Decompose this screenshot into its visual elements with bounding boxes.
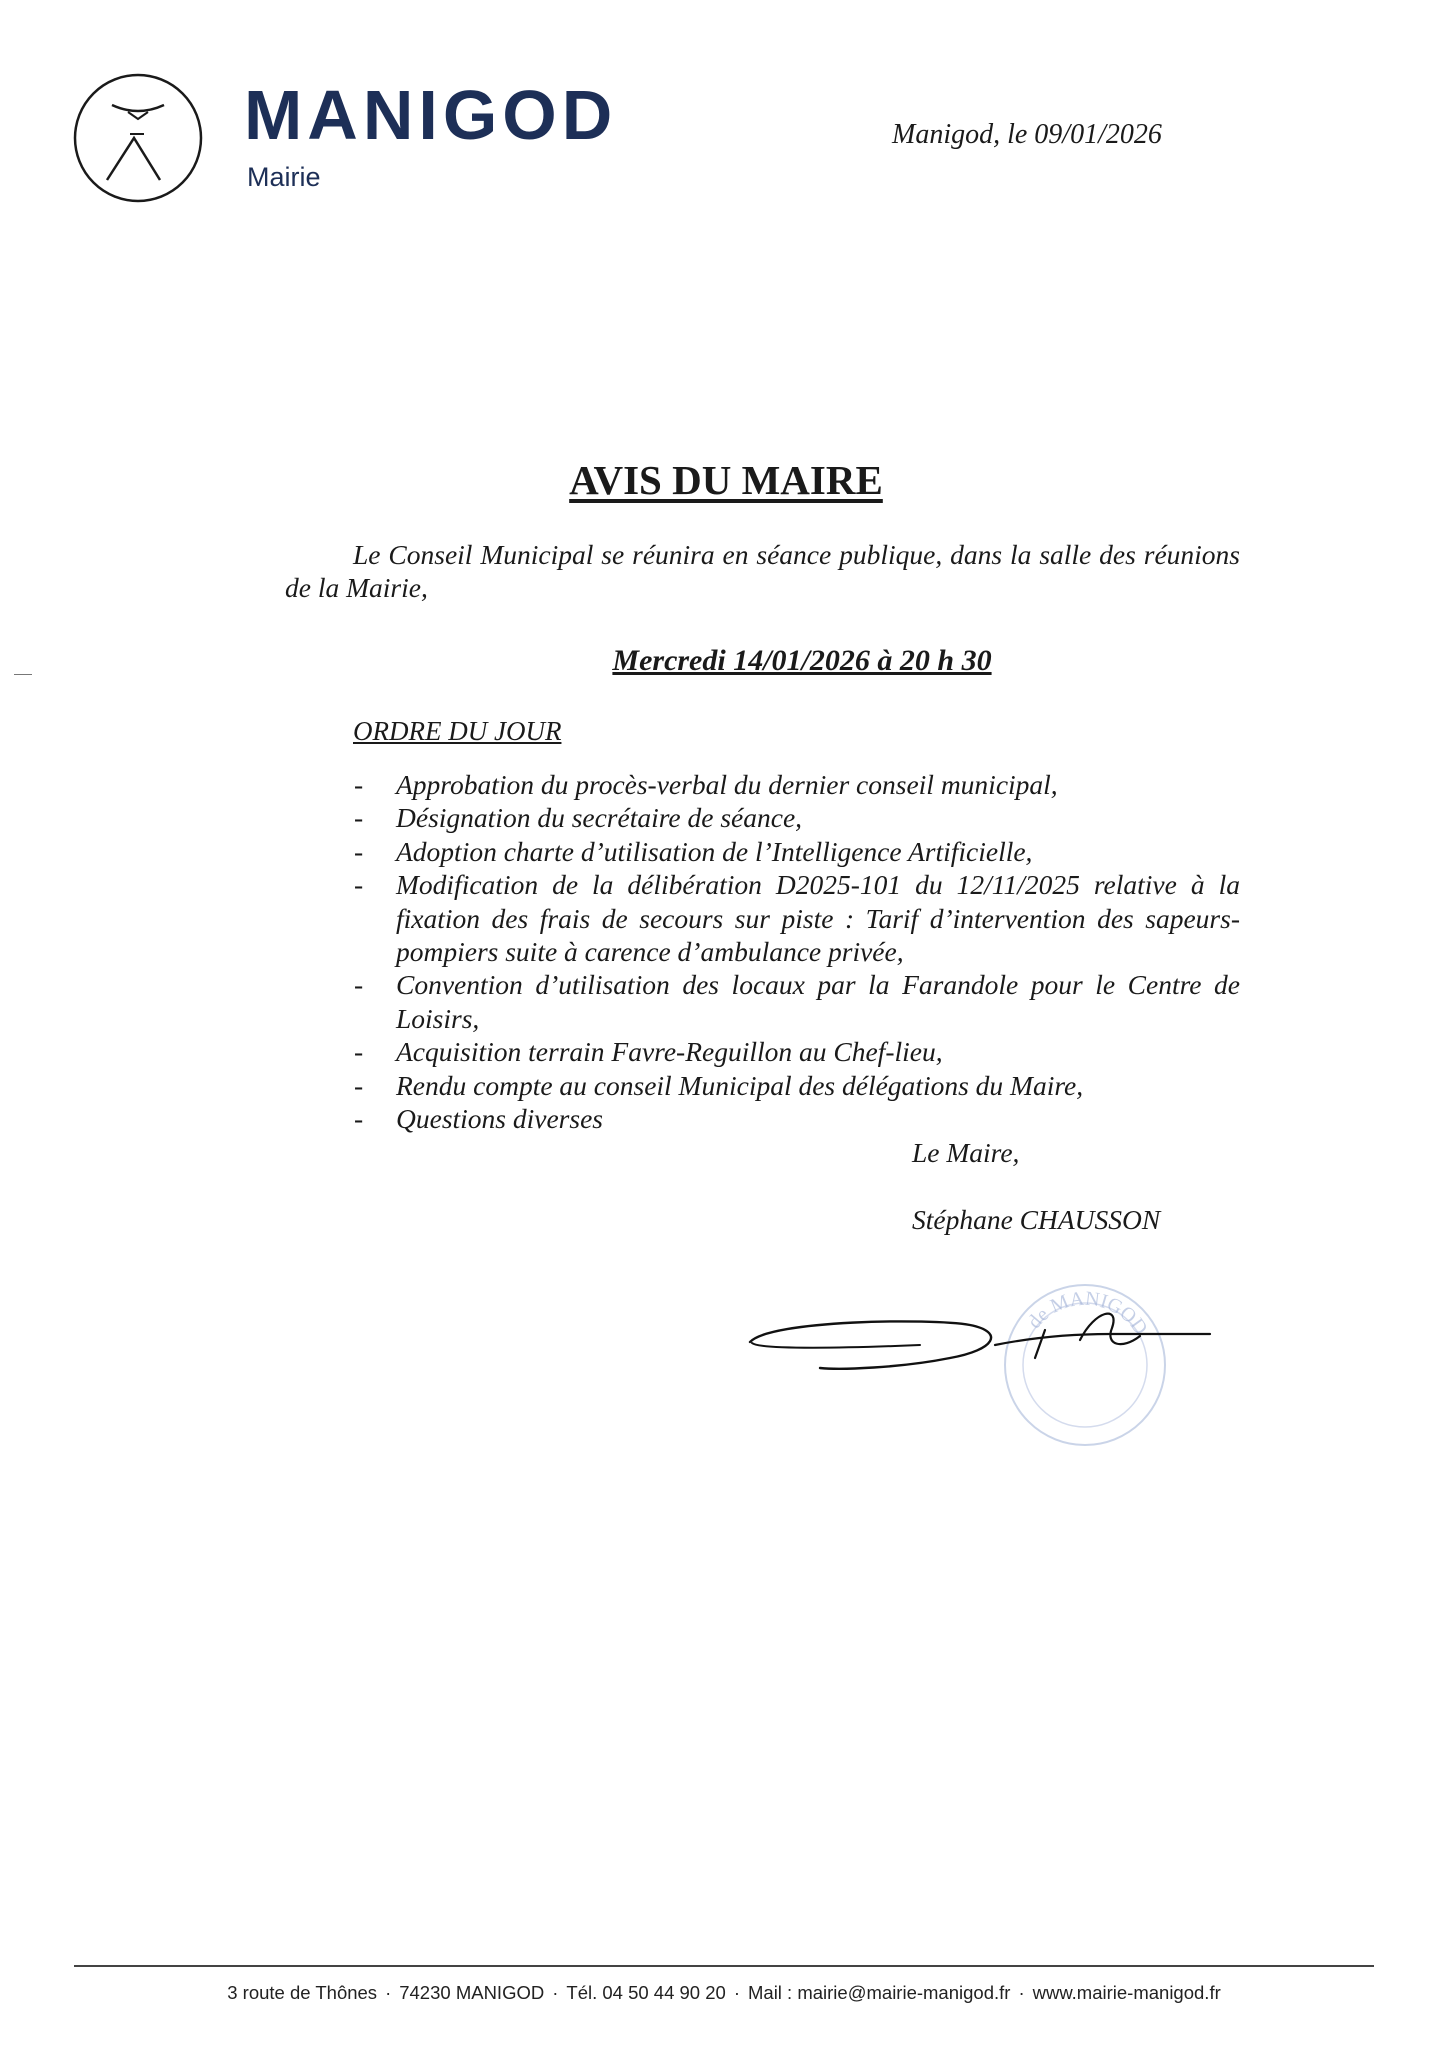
footer-email: Mail : mairie@mairie-manigod.fr <box>748 1982 1011 2003</box>
footer-postcode-city: 74230 MANIGOD <box>399 1982 545 2003</box>
agenda-heading: ORDRE DU JOUR <box>353 716 562 746</box>
footer-phone: Tél. 04 50 44 90 20 <box>566 1982 726 2003</box>
manigod-logo-icon <box>72 72 204 204</box>
agenda-item: - Convention d’utilisation des locaux par la Farandole pour le Centre de Loisirs, <box>350 968 1240 1035</box>
agenda-item: - Désignation du secrétaire de séance, <box>350 801 1240 834</box>
agenda-item: - Approbation du procès-verbal du dernier conseil municipal, <box>350 768 1240 801</box>
footer-divider <box>74 1965 1374 1967</box>
notice-intro: Le Conseil Municipal se réunira en séance publique, dans la salle des réunions de la Mairie, <box>285 539 1240 603</box>
notice-title-text: AVIS DU MAIRE <box>569 457 883 503</box>
footer-address: 3 route de Thônes <box>227 1982 378 2003</box>
agenda-list <box>350 768 1240 1135</box>
brand-subtitle: Mairie <box>247 162 321 192</box>
mayor-title: Le Maire, <box>912 1137 1020 1168</box>
agenda-item: - Adoption charte d’utilisation de l’Intelligence Artificielle, <box>350 835 1240 868</box>
mayor-signature-icon <box>730 1287 1230 1400</box>
brand-name: MANIGOD <box>244 76 618 154</box>
mayor-name: Stéphane CHAUSSON <box>912 1204 1161 1235</box>
agenda-item: - Questions diverses <box>350 1102 1240 1135</box>
agenda-item: - Rendu compte au conseil Municipal des délégations du Maire, <box>350 1069 1240 1102</box>
meeting-datetime-text: Mercredi 14/01/2026 à 20 h 30 <box>612 644 992 677</box>
agenda-item: - Acquisition terrain Favre-Reguillon au Chef-lieu, <box>350 1035 1240 1068</box>
footer-contact: 3 route de Thônes · 74230 MANIGOD · Tél. 04 50 44 90 20 · Mail : mairie@mairie-manigod.fr · www.mairie-manigod.fr <box>227 1982 1221 2003</box>
footer-website: www.mairie-manigod.fr <box>1032 1982 1221 2003</box>
stamp-text: de MANIGOD <box>1023 1287 1152 1339</box>
meeting-datetime <box>0 644 1448 678</box>
agenda-item: - Modification de la délibération D2025-101 du 12/11/2025 relative à la fixation des frais de secours sur piste : Tarif d’intervention des sapeurs-pompiers suite à carence d’ambulance privée, <box>350 868 1240 968</box>
notice-title <box>0 456 1448 504</box>
date-line: Manigod, le 09/01/2026 <box>892 119 1162 150</box>
